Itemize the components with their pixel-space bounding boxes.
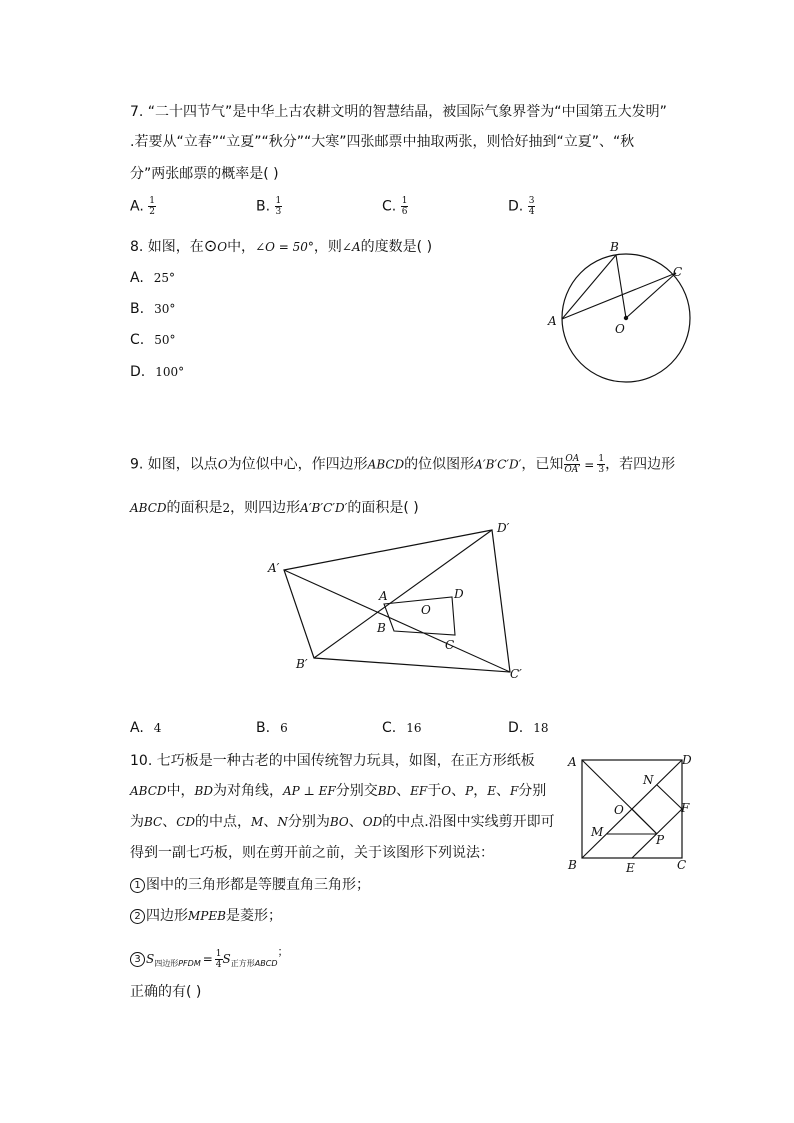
q7-option-c — [382, 196, 408, 217]
q10-line1: 10. 七巧板是一种古老的中国传统智力玩具，如图，在正方形纸板 — [130, 753, 535, 769]
q10-tangram-figure — [564, 750, 704, 880]
center-point — [624, 316, 628, 320]
label-d-prime: D′ — [497, 521, 510, 535]
circled-number-2: 2 — [130, 909, 145, 924]
option-letter: C. — [382, 198, 397, 215]
q10-statement-3: 3 $S_{四边形PFDM}$ = $\frac{1}{4}$ $S_{正方形ABCD}^;$ — [130, 942, 288, 974]
label-a-prime: A′ — [268, 561, 280, 575]
label-a: A — [568, 755, 577, 769]
label-b: B — [610, 240, 619, 254]
q8-circle-figure — [540, 236, 700, 388]
q9-option-b: B. 6 — [256, 720, 288, 736]
circle-symbol: ⊙ — [203, 236, 218, 255]
circled-number-3: 3 — [130, 952, 145, 967]
option-letter: B. — [256, 198, 271, 215]
q10-statement-1: 1 图中的三角形都是等腰直角三角形； — [130, 875, 370, 895]
q8-option-d: D. 100° — [130, 364, 185, 380]
label-n: N — [643, 773, 654, 787]
label-c: C — [445, 638, 455, 652]
label-o: O — [615, 322, 625, 336]
label-b: B — [568, 858, 577, 872]
q9-option-c: C. 16 — [382, 720, 422, 736]
label-b: B — [377, 621, 386, 635]
q7-line3: 分”两张邮票的概率是( ) — [130, 166, 279, 182]
option-fraction: $\frac{1}{6}$ — [401, 196, 408, 217]
q7-line1: 7. “二十四节气”是中华上古农耕文明的智慧结晶，被国际气象界誉为“中国第五大发明” — [130, 104, 667, 120]
q8-option-b: B. 30° — [130, 301, 176, 317]
circled-number-1: 1 — [130, 878, 145, 893]
label-e: E — [626, 861, 635, 875]
q10-answer-prompt: 正确的有( ) — [130, 984, 202, 1000]
label-a: A — [379, 589, 388, 603]
q9-stem-line1: 9. 如图，以点O为位似中心，作四边形ABCD的位似图形A′B′C′D′，已知 $\frac{OA}{OA'}$ = $\frac{1}{3}$ ，若四边形 — [130, 454, 676, 475]
label-b-prime: B′ — [296, 657, 308, 671]
q7-option-d — [508, 196, 535, 217]
label-d: D — [682, 753, 692, 767]
option-fraction: $\frac{1}{2}$ — [149, 196, 155, 217]
label-c: C — [673, 265, 683, 279]
label-p: P — [656, 833, 665, 847]
q10-statement-2: 2 四边形MPEB是菱形； — [130, 906, 282, 926]
q7-option-b — [256, 196, 282, 217]
q10-line3: 为BC、CD的中点，M、N分别为BO、OD的中点.沿图中实线剪开即可 — [130, 814, 555, 830]
label-o: O — [421, 603, 431, 617]
q7-line2: .若要从“立春”“立夏”“秋分”“大寒”四张邮票中抽取两张，则恰好抽到“立夏”、“秋 — [130, 134, 635, 150]
q10-line2: ABCD中，BD为对角线，AP ⊥ EF分别交BD、EF于O、P，E、F分别 — [130, 783, 547, 799]
option-fraction: $\frac{1}{3}$ — [275, 196, 282, 217]
q8-option-a: A. 25° — [130, 270, 176, 286]
q10-line4: 得到一副七巧板，则在剪开前之前，关于该图形下列说法： — [130, 845, 494, 861]
q9-homothety-figure — [260, 518, 532, 684]
label-o: O — [614, 803, 624, 817]
option-fraction: $\frac{3}{4}$ — [528, 196, 535, 217]
q9-stem-line2: ABCD的面积是2，则四边形A′B′C′D′的面积是( ) — [130, 500, 419, 516]
label-c-prime: C′ — [510, 667, 522, 681]
q9-option-a: A. 4 — [130, 720, 162, 736]
q8-stem: 8. 如图，在⊙O中，∠O = 50°，则∠A的度数是( ) — [130, 236, 433, 255]
label-d: D — [454, 587, 464, 601]
label-a: A — [548, 314, 557, 328]
q8-option-c: C. 50° — [130, 332, 176, 348]
label-f: F — [681, 801, 690, 815]
q7-option-a — [130, 196, 156, 217]
option-letter: A. — [130, 198, 144, 215]
q9-option-d: D. 18 — [508, 720, 549, 736]
label-c: C — [677, 858, 687, 872]
option-letter: D. — [508, 198, 524, 215]
label-m: M — [591, 825, 604, 839]
